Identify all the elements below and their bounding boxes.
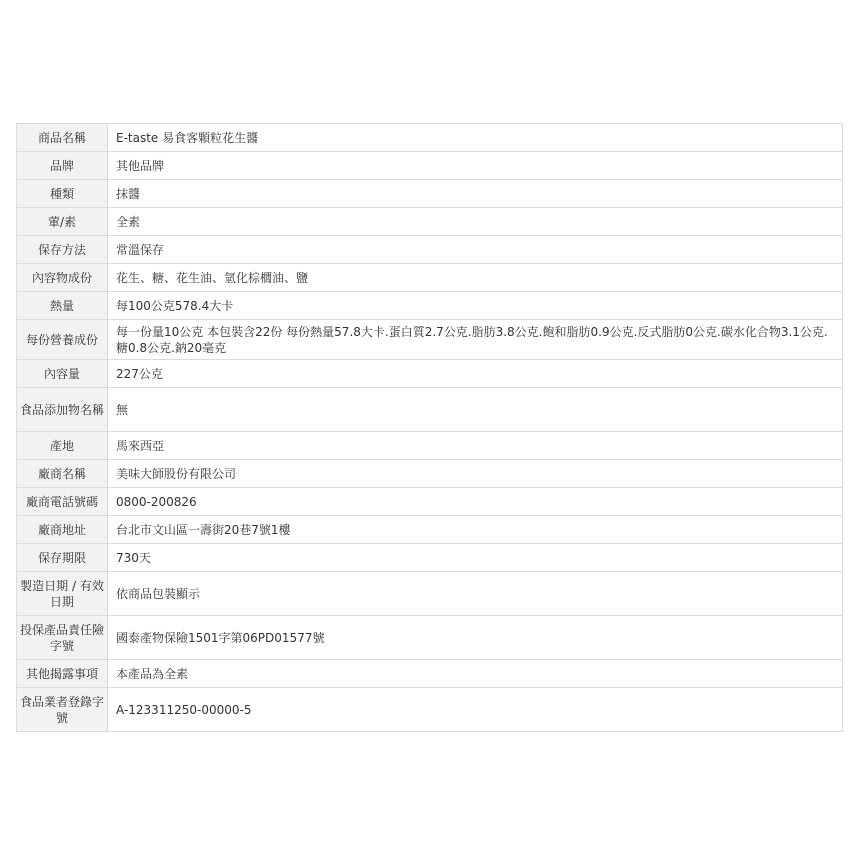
- table-row: [17, 180, 843, 208]
- row-label: 食品業者登錄字號: [17, 688, 108, 732]
- row-value: 國泰產物保險1501字第06PD01577號: [108, 616, 843, 660]
- table-row: [17, 460, 843, 488]
- row-label: 每份營養成份: [17, 320, 108, 360]
- row-value: 無: [108, 388, 843, 432]
- product-spec-table: [16, 123, 843, 732]
- row-label: 廠商地址: [17, 516, 108, 544]
- row-label: 製造日期 / 有效日期: [17, 572, 108, 616]
- row-value: 花生、糖、花生油、氫化棕櫚油、鹽: [108, 264, 843, 292]
- row-value: 全素: [108, 208, 843, 236]
- table-row: [17, 616, 843, 660]
- row-value: 其他品牌: [108, 152, 843, 180]
- table-row: [17, 208, 843, 236]
- row-label: 內容物成份: [17, 264, 108, 292]
- table-row: [17, 292, 843, 320]
- row-label: 葷/素: [17, 208, 108, 236]
- row-value: 台北市文山區一壽街20巷7號1樓: [108, 516, 843, 544]
- row-label: 廠商名稱: [17, 460, 108, 488]
- row-value: E-taste 易食客顆粒花生醬: [108, 124, 843, 152]
- table-row: [17, 544, 843, 572]
- row-value: 依商品包裝顯示: [108, 572, 843, 616]
- row-label: 保存方法: [17, 236, 108, 264]
- table-row: [17, 124, 843, 152]
- row-value: 0800-200826: [108, 488, 843, 516]
- row-label: 保存期限: [17, 544, 108, 572]
- table-row: [17, 572, 843, 616]
- row-label: 投保產品責任險字號: [17, 616, 108, 660]
- row-value: 227公克: [108, 360, 843, 388]
- table-row: [17, 236, 843, 264]
- row-value: A-123311250-00000-5: [108, 688, 843, 732]
- table-row: [17, 432, 843, 460]
- row-value: 馬來西亞: [108, 432, 843, 460]
- row-label: 商品名稱: [17, 124, 108, 152]
- table-row: [17, 660, 843, 688]
- row-value: 每一份量10公克 本包裝含22份 每份熱量57.8大卡.蛋白質2.7公克.脂肪3.8公克.飽和脂肪0.9公克.反式脂肪0公克.碳水化合物3.1公克.糖0.8公克.鈉20毫克: [108, 320, 843, 360]
- row-value: 本產品為全素: [108, 660, 843, 688]
- table-row: [17, 488, 843, 516]
- row-value: 常溫保存: [108, 236, 843, 264]
- row-value: 抹醬: [108, 180, 843, 208]
- row-label: 廠商電話號碼: [17, 488, 108, 516]
- table-row: [17, 264, 843, 292]
- row-value: 美味大師股份有限公司: [108, 460, 843, 488]
- table-row: [17, 152, 843, 180]
- row-label: 品牌: [17, 152, 108, 180]
- row-label: 產地: [17, 432, 108, 460]
- table-row: [17, 320, 843, 360]
- table-row: [17, 688, 843, 732]
- row-label: 種類: [17, 180, 108, 208]
- table-row: [17, 516, 843, 544]
- row-value: 730天: [108, 544, 843, 572]
- row-label: 食品添加物名稱: [17, 388, 108, 432]
- table-row: [17, 388, 843, 432]
- row-label: 其他揭露事項: [17, 660, 108, 688]
- row-label: 內容量: [17, 360, 108, 388]
- row-value: 每100公克578.4大卡: [108, 292, 843, 320]
- row-label: 熱量: [17, 292, 108, 320]
- table-row: [17, 360, 843, 388]
